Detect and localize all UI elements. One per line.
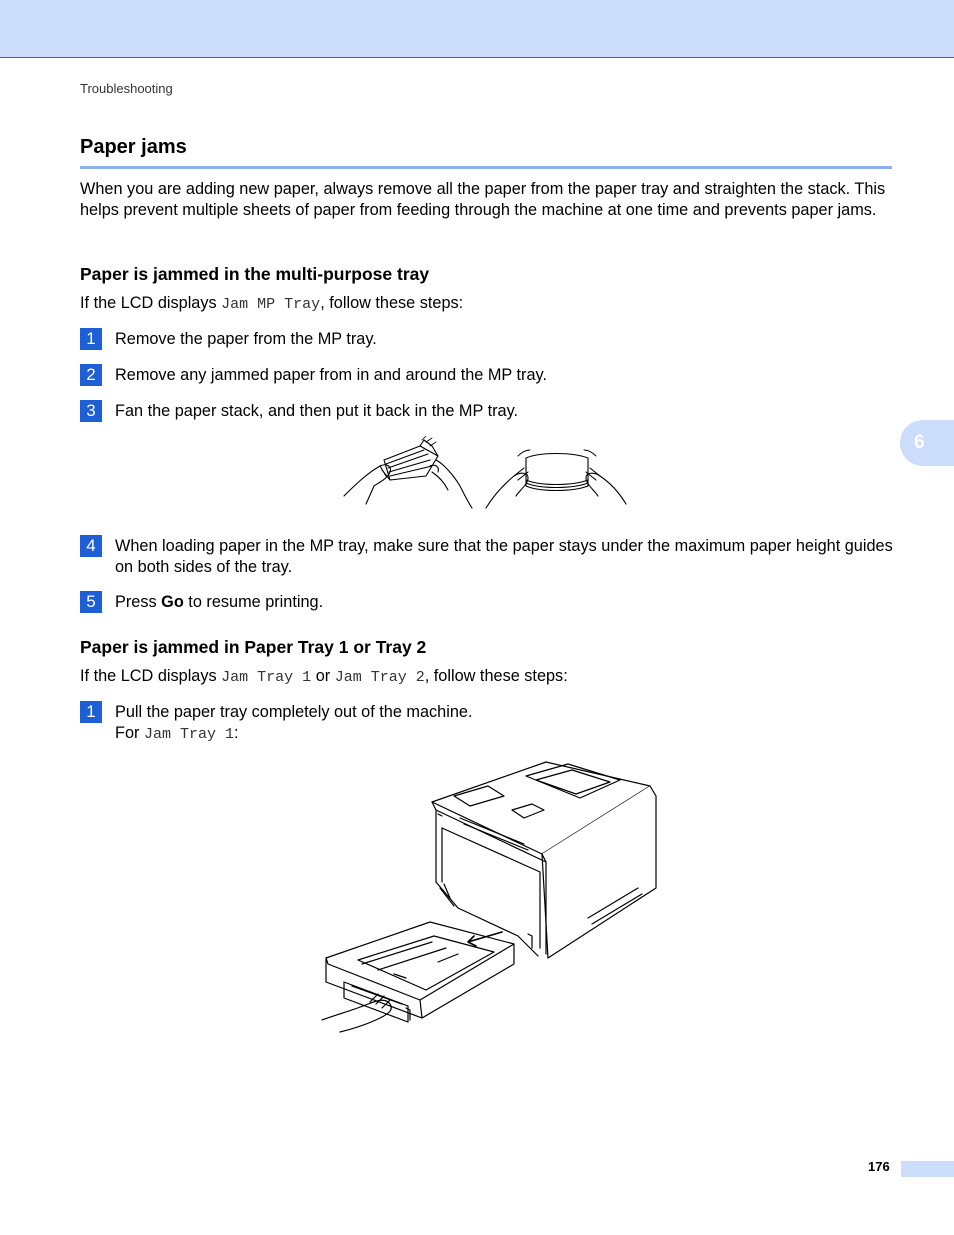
tray12-heading: Paper is jammed in Paper Tray 1 or Tray 2	[80, 637, 427, 657]
step-text-prefix: Press	[115, 593, 162, 611]
step-number-badge: 5	[80, 591, 102, 613]
lcd-code-tray1: Jam Tray 1	[221, 669, 312, 686]
step-number-badge: 4	[80, 535, 102, 557]
lcd-code: Jam MP Tray	[221, 296, 321, 313]
step-text-main: Pull the paper tray completely out of the machine.	[115, 703, 473, 721]
lcd-code-tray2: Jam Tray 2	[334, 669, 425, 686]
lcd-prefix: If the LCD displays	[80, 294, 222, 312]
step-text: Remove any jammed paper from in and around the MP tray.	[115, 366, 547, 384]
breadcrumb: Troubleshooting	[80, 81, 173, 96]
mp-step-1	[80, 329, 895, 350]
lcd-suffix: , follow these steps:	[424, 667, 568, 685]
intro-paragraph: When you are adding new paper, always remove all the paper from the paper tray and straighten the stack. This helps prevent multiple sheets of paper from feeding through the machine at one time and prevents paper jams.	[80, 180, 886, 219]
step-number-badge: 2	[80, 364, 102, 386]
page-number: 176	[868, 1159, 890, 1174]
tray12-lcd-line	[80, 666, 895, 689]
lcd-or: or	[311, 667, 335, 685]
step-text	[115, 592, 323, 613]
go-key-label: Go	[161, 593, 184, 611]
mp-tray-heading: Paper is jammed in the multi-purpose tray	[80, 264, 430, 284]
title-underline	[80, 166, 892, 169]
mp-step-4	[80, 536, 895, 578]
printer-tray-illustration	[318, 758, 662, 1040]
for-prefix: For	[115, 724, 144, 742]
mp-step-3	[80, 401, 895, 422]
step-text: When loading paper in the MP tray, make sure that the paper stays under the maximum paper height guides on both sides of the tray.	[115, 537, 893, 576]
mp-step-2	[80, 365, 895, 386]
chapter-tab[interactable]: 6	[900, 420, 954, 466]
step-text-suffix: to resume printing.	[183, 593, 324, 611]
page-title: Paper jams	[80, 136, 187, 158]
step-text: Fan the paper stack, and then put it back in the MP tray.	[115, 402, 519, 420]
tray-step-1	[80, 702, 895, 745]
mp-step-5	[80, 592, 895, 613]
header-band	[0, 0, 954, 58]
lcd-prefix: If the LCD displays	[80, 667, 222, 685]
mp-tray-lcd-line	[80, 293, 895, 316]
step-text: Remove the paper from the MP tray.	[115, 330, 377, 348]
step-number-badge: 1	[80, 701, 102, 723]
fan-paper-illustration	[340, 436, 632, 512]
lcd-suffix: , follow these steps:	[320, 294, 464, 312]
step-text	[115, 702, 472, 745]
for-code: Jam Tray 1	[143, 726, 234, 743]
step-number-badge: 3	[80, 400, 102, 422]
step-number-badge: 1	[80, 328, 102, 350]
step-text-for-line	[115, 723, 472, 745]
for-suffix: :	[233, 724, 239, 742]
page-number-bar	[901, 1161, 954, 1177]
